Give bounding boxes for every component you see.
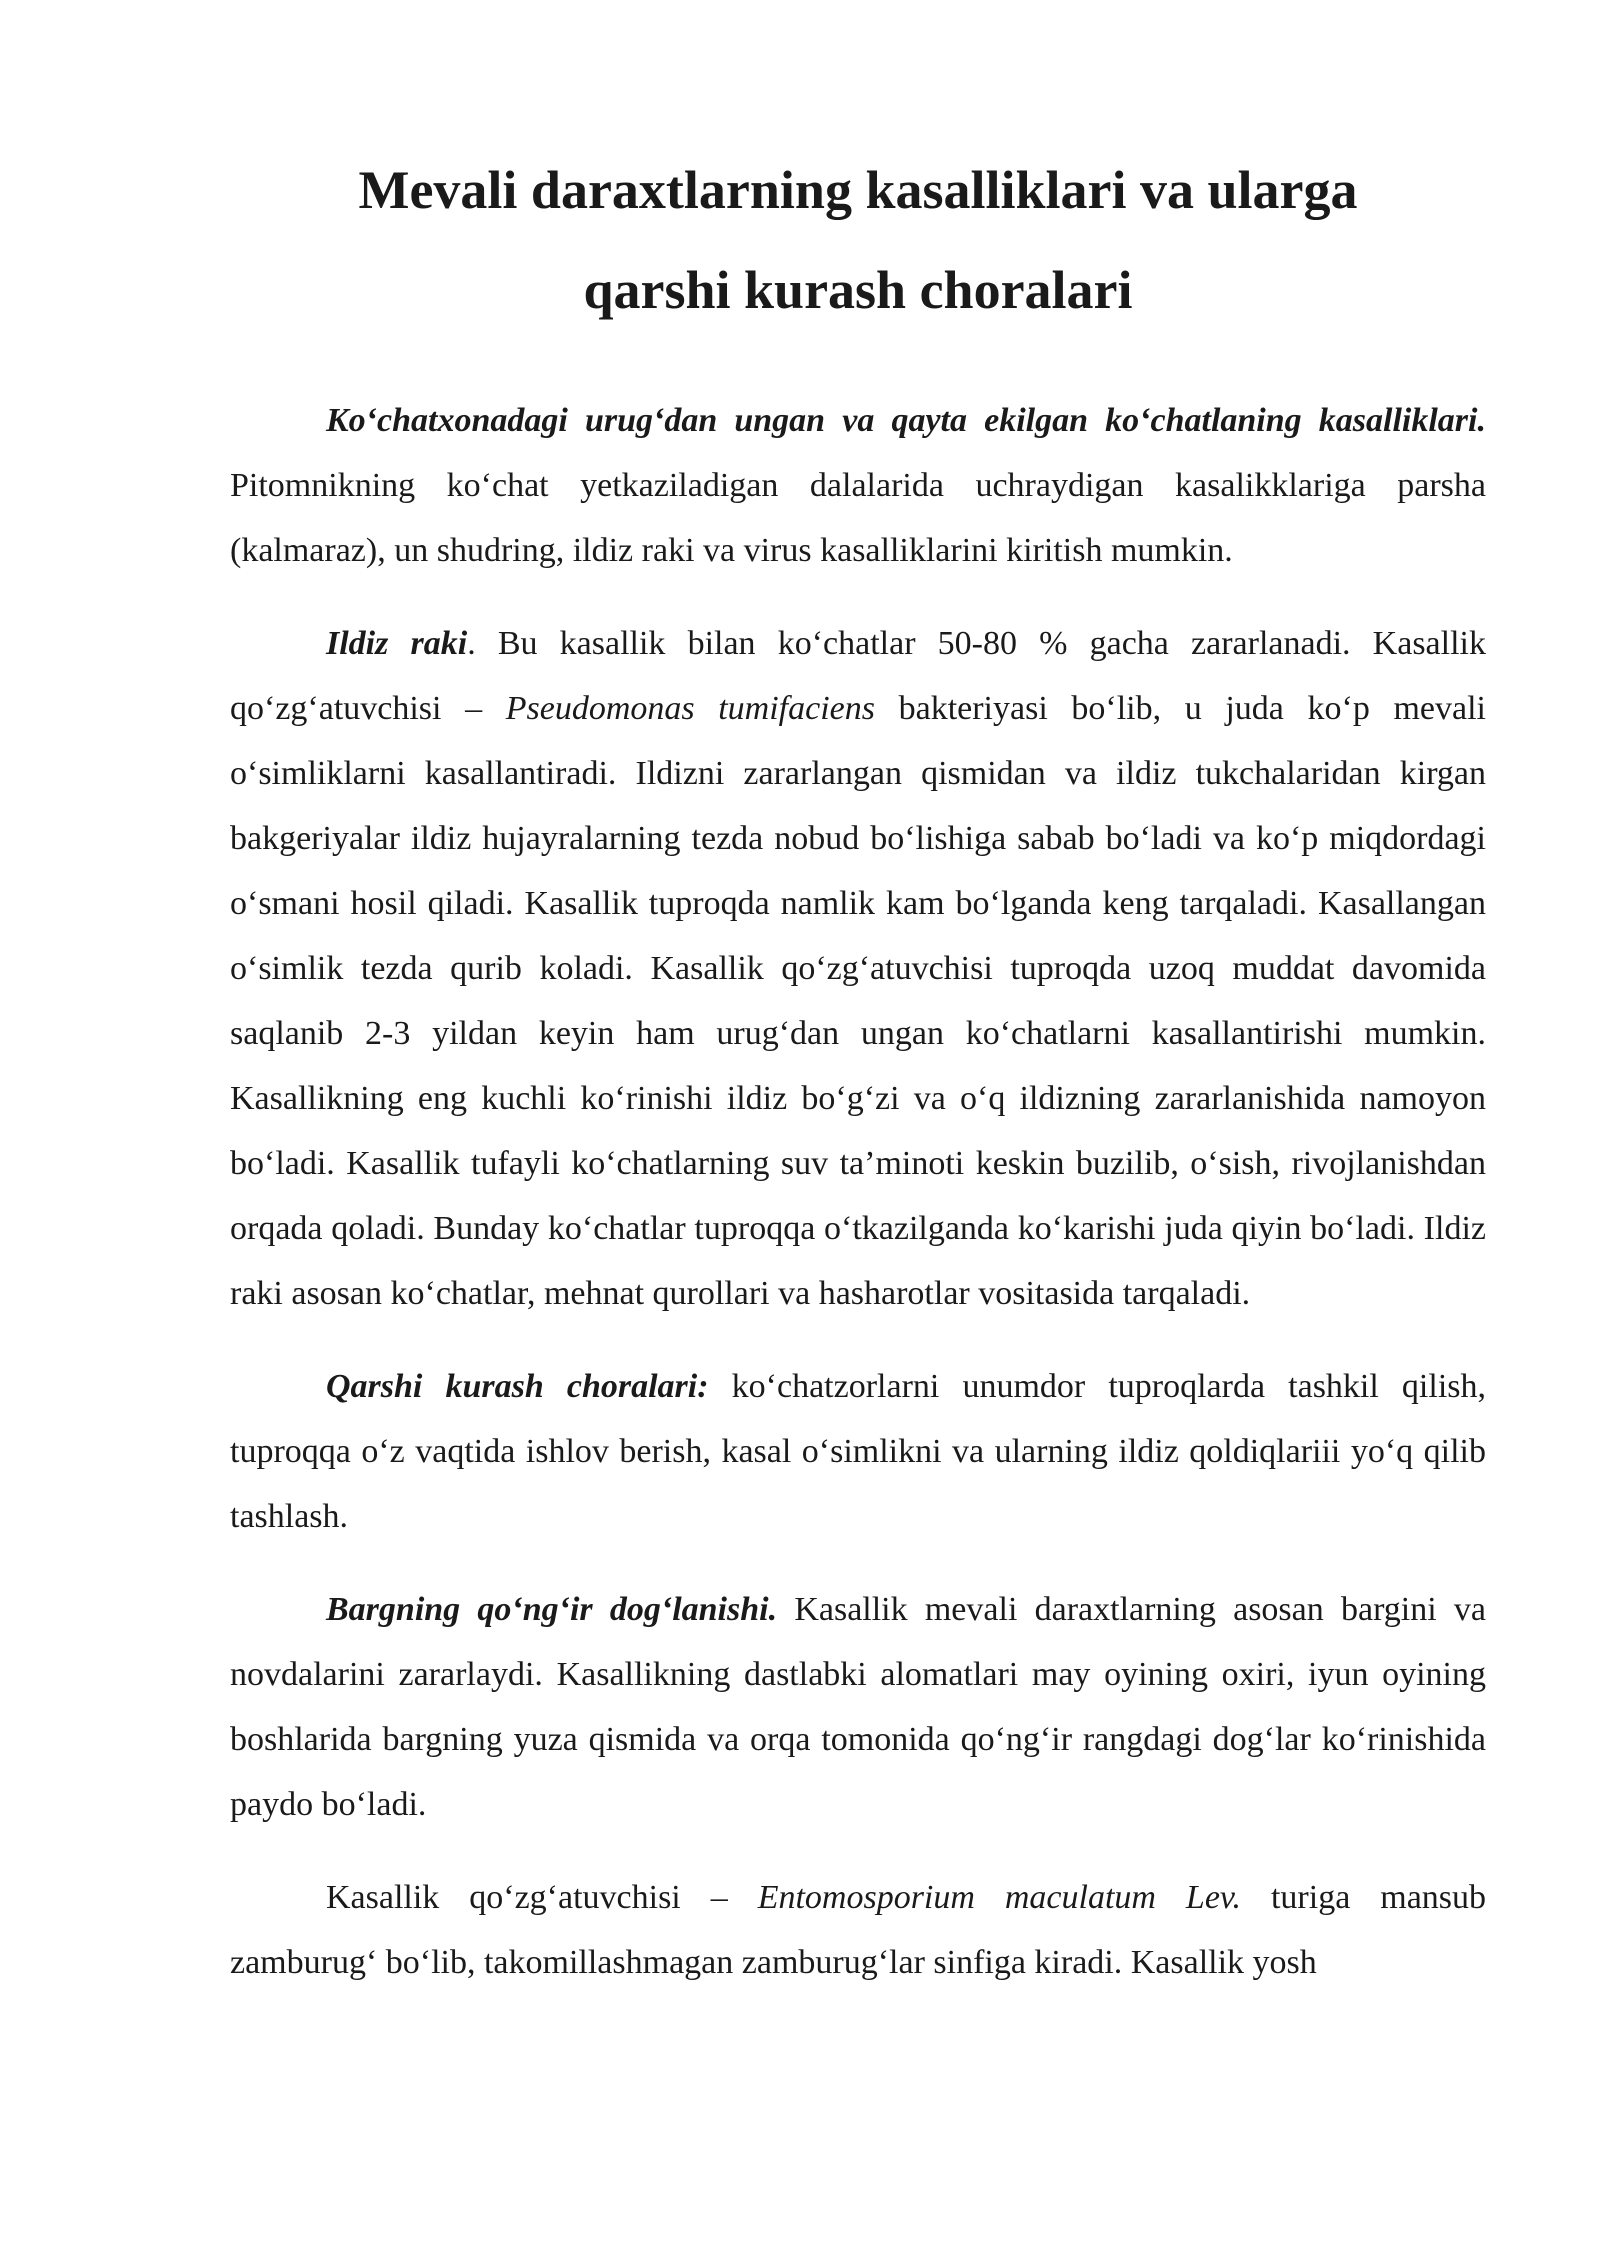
- paragraph-text: turiga mansub zamburug‘ bo‘lib, takomillashmagan zamburug‘lar sinfiga kiradi. Kasallik yosh: [230, 1879, 1487, 1981]
- paragraph-text: . Bu kasallik bilan ko‘chatlar 50-80 % gacha zararlanadi. Kasallik qo‘zg‘atuvchisi –: [230, 625, 1486, 727]
- page-content: [230, 140, 1486, 1995]
- title-line-2: qarshi kurash choralari: [583, 260, 1133, 320]
- species-name: Entomosporium maculatum Lev.: [757, 1879, 1242, 1916]
- paragraph-nursery-diseases: [230, 388, 1486, 583]
- paragraph-lead: Bargning qo‘ng‘ir dog‘lanishi.: [326, 1591, 778, 1628]
- title-line-1: Mevali daraxtlarning kasalliklari va ularga: [358, 160, 1358, 220]
- paragraph-lead: Ko‘chatxonadagi urug‘dan ungan va qayta ekilgan ko‘chatlaning kasalliklari.: [326, 402, 1486, 439]
- paragraph-text: Pitomnikning ko‘chat yetkaziladigan dalalarida uchraydigan kasalikklariga parsha (kalmaraz), un shudring, ildiz raki va virus kasalliklarini kiritish mumkin.: [230, 467, 1486, 569]
- paragraph-text: bakteriyasi bo‘lib, u juda ko‘p mevali o‘simliklarni kasallantiradi. Ildizni zararlangan qismidan va ildiz tukchalaridan kirgan bakgeriyalar ildiz hujayralarning tezda nobud bo‘lishiga sabab bo‘ladi va ko‘p miqdordagi o‘smani hosil qiladi. Kasallik tuproqda namlik kam bo‘lganda keng tarqaladi. Kasallangan o‘simlik tezda qurib koladi. Kasallik qo‘zg‘atuvchisi tuproqda uzoq muddat davomida saqlanib 2-3 yildan keyin ham urug‘dan ungan ko‘chatlarni kasallantirishi mumkin. Kasallikning eng kuchli ko‘rinishi ildiz bo‘g‘zi va o‘q ildizning zararlanishida namoyon bo‘ladi. Kasallik tufayli ko‘chatlarning suv ta’minoti keskin buzilib, o‘sish, rivojlanishdan orqada qoladi. Bunday ko‘chatlar tuproqqa o‘tkazilganda ko‘karishi juda qiyin bo‘ladi. Ildiz raki asosan ko‘chatlar, mehnat qurollari va hasharotlar vositasida tarqaladi.: [230, 690, 1486, 1312]
- paragraph-brown-leaf-spot: [230, 1577, 1486, 1837]
- paragraph-control-measures: [230, 1354, 1486, 1549]
- paragraph-root-cancer: [230, 611, 1486, 1326]
- paragraph-text: Kasallik qo‘zg‘atuvchisi –: [326, 1879, 758, 1916]
- paragraph-lead: Ildiz raki: [326, 625, 468, 662]
- paragraph-text: Kasallik mevali daraxtlarning asosan bargini va novdalarini zararlaydi. Kasallikning dastlabki alomatlari may oyining oxiri, iyun oyining boshlarida bargning yuza qismida va orqa tomonida qo‘ng‘ir rangdagi dog‘lar ko‘rinishida paydo bo‘ladi.: [230, 1591, 1486, 1823]
- paragraph-lead: Qarshi kurash choralari:: [326, 1368, 709, 1405]
- paragraph-pathogen: [230, 1865, 1486, 1995]
- paragraph-text: ko‘chatzorlarni unumdor tuproqlarda tashkil qilish, tuproqqa o‘z vaqtida ishlov berish, kasal o‘simlikni va ularning ildiz qoldiqlariii yo‘q qilib tashlash.: [230, 1368, 1486, 1535]
- species-name: Pseudomonas tumifaciens: [505, 690, 875, 727]
- document-title: [230, 140, 1486, 340]
